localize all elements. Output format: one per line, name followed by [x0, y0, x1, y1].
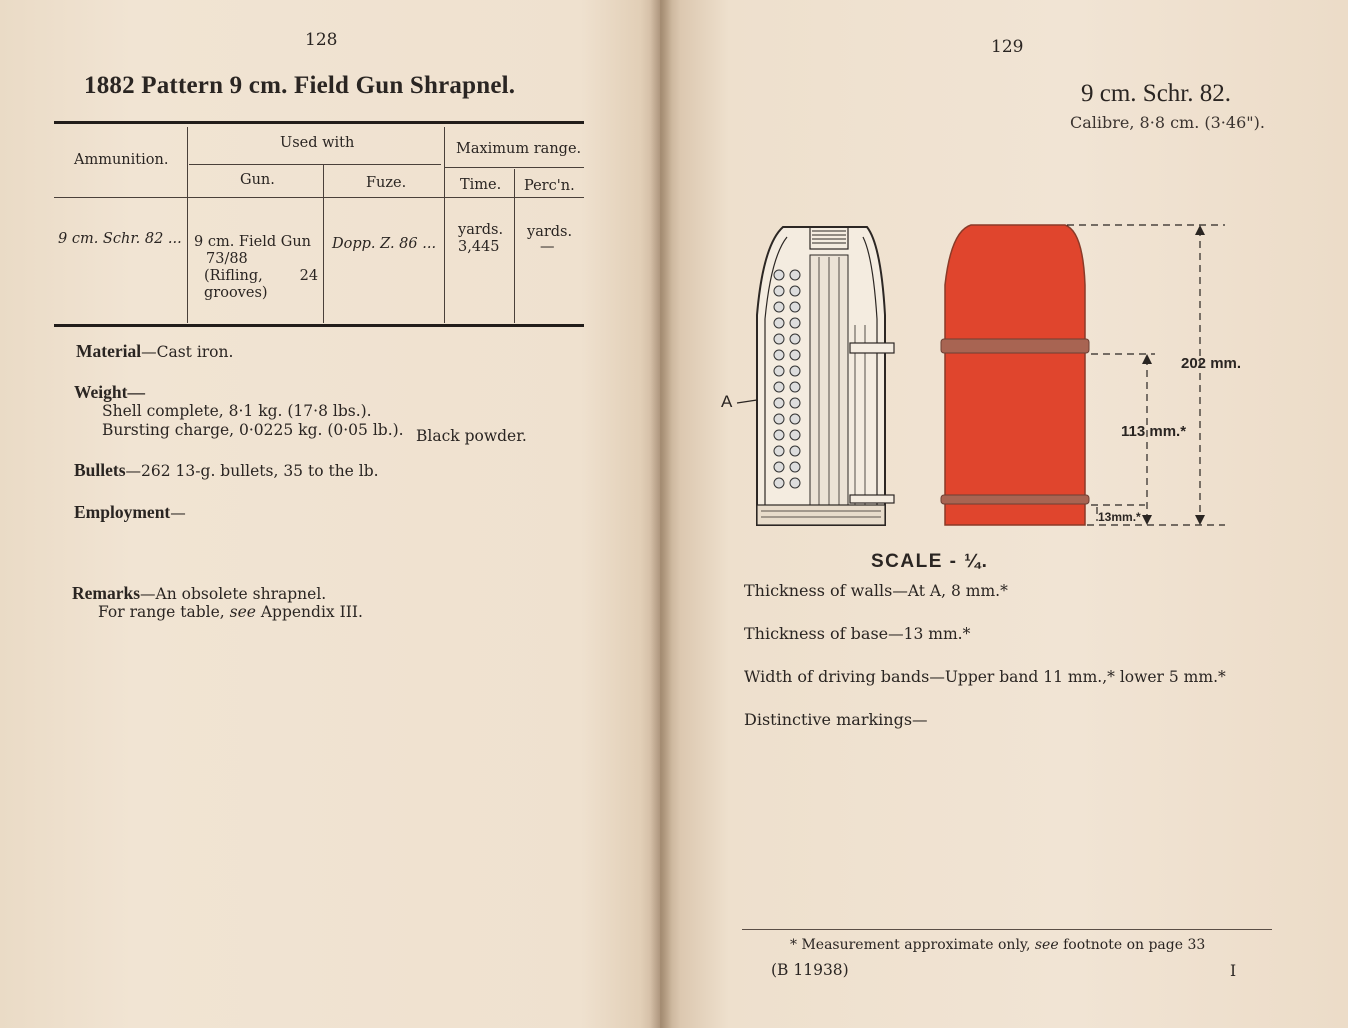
footnote-see: see — [1034, 937, 1059, 953]
driving-bands-entry — [744, 667, 1226, 686]
thickness-walls-label: Thickness of walls — [744, 581, 893, 600]
footnote-pre: * Measurement approximate only, — [790, 937, 1035, 953]
header-gun: Gun. — [240, 172, 275, 188]
shell-diagram — [715, 215, 1275, 575]
footnote-rule — [742, 929, 1272, 930]
weight-label: Weight— — [74, 382, 145, 402]
driving-bands-label: Width of driving bands — [744, 667, 930, 686]
thickness-walls-entry — [744, 581, 1008, 600]
markings-label: Distinctive markings — [744, 710, 913, 729]
used-with-rule — [189, 164, 441, 165]
gun-line: 73/88 — [206, 251, 248, 267]
remarks-label: Remarks — [72, 583, 141, 603]
remarks-text: —An obsolete shrapnel. — [140, 585, 327, 603]
cell-time-value: 3,445 — [458, 239, 500, 255]
signature-letter: I — [1230, 962, 1237, 980]
bullets-entry — [74, 460, 379, 481]
label-a-leader — [737, 400, 757, 403]
thickness-walls-text: —At A, 8 mm.* — [892, 582, 1008, 600]
material-entry — [76, 341, 233, 362]
employment-entry — [74, 502, 186, 523]
remarks-line-2-post: Appendix III. — [255, 603, 363, 621]
max-range-rule — [444, 167, 584, 168]
bullets-text: —262 13-g. bullets, 35 to the lb. — [125, 462, 379, 480]
dim-upper-label: 113 mm.* — [1121, 423, 1187, 440]
header-percn: Perc'n. — [524, 178, 575, 194]
dimension-arrows — [1142, 225, 1205, 525]
label-a: A — [721, 392, 733, 411]
calibre-note: Calibre, 8·8 cm. (3·46"). — [1070, 113, 1265, 132]
dim-base-label: 13mm.* — [1098, 510, 1141, 524]
upper-driving-band — [941, 339, 1089, 353]
cell-gun — [194, 234, 319, 302]
material-label: Material — [76, 341, 142, 361]
gun-line: (Rifling, 24 — [204, 268, 319, 284]
cell-percn-unit: yards. — [527, 224, 573, 240]
cell-percn-value: — — [540, 239, 555, 255]
header-time: Time. — [460, 177, 502, 193]
page-number-left: 128 — [305, 30, 338, 50]
thickness-base-text: —13 mm.* — [888, 625, 971, 643]
dimension-lines — [1067, 225, 1225, 525]
markings-entry — [744, 710, 928, 729]
remarks-entry — [72, 583, 326, 604]
header-bottom-rule — [54, 197, 584, 198]
header-max-range: Maximum range. — [456, 141, 582, 157]
thickness-base-label: Thickness of base — [744, 624, 889, 643]
bullets-label: Bullets — [74, 460, 126, 480]
col-divider — [323, 165, 324, 323]
remarks-line-2-pre: For range table, — [98, 603, 230, 621]
ammunition-table — [54, 121, 584, 327]
gun-line: 9 cm. Field Gun — [194, 234, 311, 250]
dim-total-label: 202 mm. — [1181, 355, 1242, 372]
weight-line-1: Shell complete, 8·1 kg. (17·8 lbs.). — [102, 402, 372, 420]
material-text: —Cast iron. — [141, 343, 234, 361]
scale-label: SCALE - ¼. — [871, 551, 989, 572]
cell-ammunition: 9 cm. Schr. 82 ... — [58, 231, 182, 247]
footnote — [790, 937, 1205, 953]
lower-driving-band — [941, 495, 1089, 504]
driving-bands-text: —Upper band 11 mm.,* lower 5 mm.* — [929, 668, 1226, 686]
page-number-right: 129 — [991, 37, 1024, 57]
employment-text: — — [170, 504, 186, 522]
page-title-left: 1882 Pattern 9 cm. Field Gun Shrapnel. — [84, 72, 516, 99]
header-used-with: Used with — [280, 135, 355, 151]
header-ammunition: Ammunition. — [74, 152, 169, 168]
thickness-base-entry — [744, 624, 970, 643]
book-gutter — [650, 0, 672, 1028]
markings-text: — — [912, 711, 928, 729]
cell-time-unit: yards. — [458, 222, 504, 238]
remarks-see: see — [229, 603, 256, 621]
remarks-line-2 — [98, 603, 363, 621]
weight-line-2-extra: Black powder. — [416, 427, 527, 445]
cell-fuze: Dopp. Z. 86 ... — [332, 236, 437, 252]
header-fuze: Fuze. — [366, 175, 407, 191]
col-divider — [444, 127, 445, 323]
page-title-right: 9 cm. Schr. 82. — [1081, 80, 1231, 107]
signature-mark: (B 11938) — [771, 961, 849, 979]
col-divider — [514, 169, 515, 323]
table-top-rule — [54, 121, 584, 124]
footnote-post: footnote on page 33 — [1058, 937, 1206, 953]
shell-exterior-drawing — [941, 225, 1089, 525]
table-bottom-rule — [54, 324, 584, 327]
weight-line-2: Bursting charge, 0·0225 kg. (0·05 lb.). — [102, 421, 404, 439]
employment-label: Employment — [74, 502, 171, 522]
col-divider — [187, 127, 188, 323]
gun-line: grooves) — [204, 285, 268, 301]
